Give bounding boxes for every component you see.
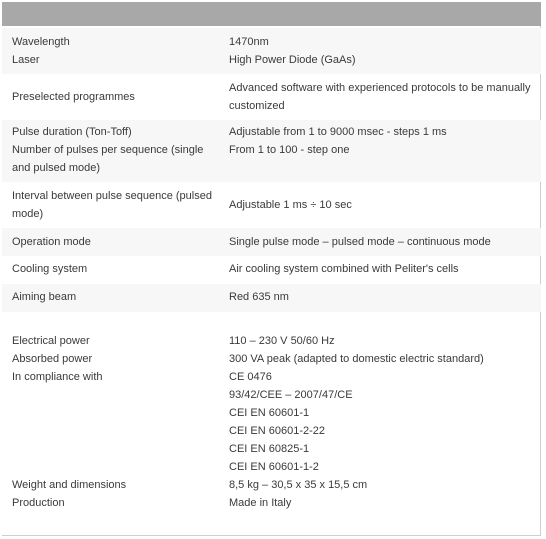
spec-label: Weight and dimensions Production [12, 479, 127, 509]
spec-value: Air cooling system combined with Peliter's cells [229, 263, 459, 275]
spec-label: Preselected programmes [12, 91, 135, 103]
spec-label: Aiming beam [12, 291, 77, 303]
table-row-wavelength-laser [2, 28, 541, 74]
table-header-bar [2, 2, 541, 26]
spec-value: Single pulse mode – pulsed mode – continuous mode [229, 236, 491, 248]
spec-value: Adjustable from 1 to 9000 msec - steps 1 ms From 1 to 100 - step one [229, 126, 447, 156]
table-row-interval [2, 182, 541, 228]
table-row-operation-mode [2, 228, 541, 256]
spec-value: 110 – 230 V 50/60 Hz 300 VA peak (adapted to domestic electric standard) CE 0476 93/42/CEE – 2007/47/CE CEI EN 60601-1 CEI EN 60601-2-22 CEI EN 60825-1 CEI EN 60601-1-2 [229, 335, 484, 473]
table-row-pulse-duration [2, 120, 541, 182]
spec-label: Electrical power Absorbed power In compliance with [12, 335, 103, 383]
spec-label: Wavelength Laser [12, 36, 70, 66]
table-row-weight-production [2, 476, 541, 516]
spec-label: Interval between pulse sequence (pulsed mode) [12, 190, 212, 220]
table-row-aiming-beam [2, 284, 541, 312]
table-row-preselected-programmes [2, 74, 541, 120]
spec-value: Adjustable 1 ms ÷ 10 sec [229, 199, 352, 211]
spec-label: Cooling system [12, 263, 88, 275]
spec-value: 8,5 kg – 30,5 x 35 x 15,5 cm Made in Italy [229, 479, 368, 509]
spec-value: Red 635 nm [229, 291, 289, 303]
spec-label: Pulse duration (Ton-Toff) Number of pulses per sequence (single and pulsed mode) [12, 126, 204, 174]
table-row-electrical [2, 312, 541, 478]
spec-label: Operation mode [12, 236, 91, 248]
spec-value: 1470nm High Power Diode (GaAs) [229, 36, 356, 66]
specifications-table [2, 2, 541, 536]
spec-value: Advanced software with experienced protocols to be manually customized [229, 82, 531, 112]
table-row-cooling-system [2, 256, 541, 284]
